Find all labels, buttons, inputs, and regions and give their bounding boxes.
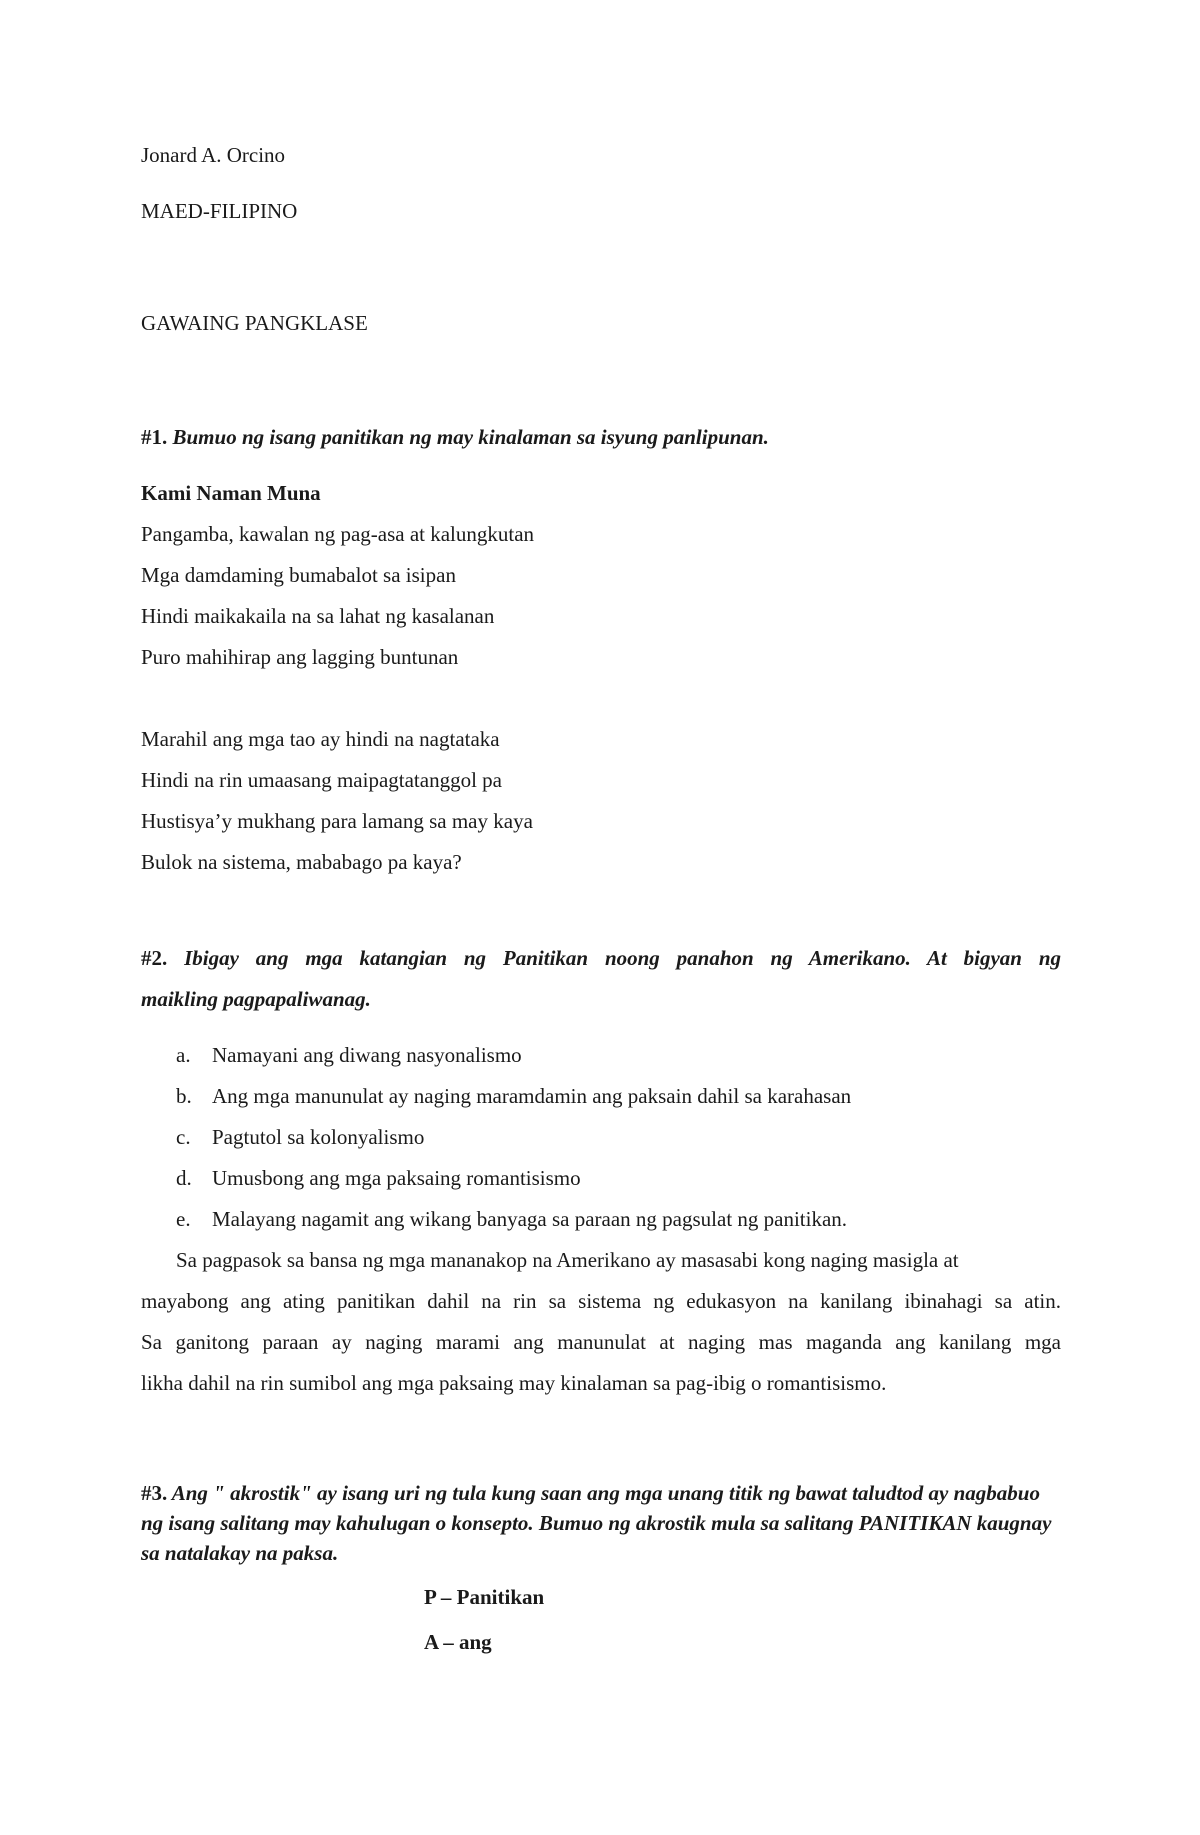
poem-title: Kami Naman Muna <box>141 481 321 505</box>
q1-number: #1. <box>141 425 168 449</box>
explanation-line: mayabong ang ating panitikan dahil na rin sa sistema ng edukasyon na kanilang ibinahagi sa atin. <box>141 1289 1061 1313</box>
q1-prompt-text: Bumuo ng isang panitikan ng may kinalaman sa isyung panlipunan. <box>172 425 769 449</box>
q1-prompt <box>141 424 769 451</box>
q3-prompt-text: Ang " akrostik" ay isang uri ng tula kung saan ang mga unang titik ng bawat taludtod ay nagbabuo ng isang salitang may kahulugan o konsepto. Bumuo ng akrostik mula sa salitang PANITIKAN kaugnay sa natalakay na paksa. <box>141 1481 1052 1565</box>
poem-line: Marahil ang mga tao ay hindi na nagtataka <box>141 727 500 751</box>
q2-prompt-line2: maikling pagpapaliwanag. <box>141 987 371 1011</box>
poem-line: Hindi na rin umaasang maipagtatanggol pa <box>141 768 502 792</box>
list-item: Umusbong ang mga paksaing romantisismo <box>212 1166 581 1190</box>
list-item: Malayang nagamit ang wikang banyaga sa paraan ng pagsulat ng panitikan. <box>212 1207 848 1231</box>
poem-line: Hindi maikakaila na sa lahat ng kasalanan <box>141 604 495 628</box>
list-item-marker: e. <box>176 1207 191 1231</box>
q3-prompt <box>141 1478 1061 1568</box>
poem-line: Hustisya’y mukhang para lamang sa may kaya <box>141 809 533 833</box>
list-item-marker: d. <box>176 1166 192 1190</box>
q3-number: #3. <box>141 1481 168 1505</box>
acrostic-line: A – ang <box>424 1630 492 1654</box>
author-name: Jonard A. Orcino <box>141 143 286 167</box>
acrostic-line: P – Panitikan <box>424 1585 545 1609</box>
explanation-line: likha dahil na rin sumibol ang mga paksaing may kinalaman sa pag-ibig o romantisismo. <box>141 1371 887 1395</box>
q2-number: #2. <box>141 946 168 970</box>
list-item: Namayani ang diwang nasyonalismo <box>212 1043 522 1067</box>
list-item: Ang mga manunulat ay naging maramdamin ang paksain dahil sa karahasan <box>212 1084 852 1108</box>
poem-line: Pangamba, kawalan ng pag-asa at kalungkutan <box>141 522 535 546</box>
q2-prompt-text: Ibigay ang mga katangian ng Panitikan noong panahon ng Amerikano. At bigyan ng <box>184 946 1061 970</box>
page-title: GAWAING PANGKLASE <box>141 311 368 335</box>
explanation-line: Sa ganitong paraan ay naging marami ang manunulat at naging mas maganda ang kanilang mga <box>141 1330 1061 1354</box>
explanation-line: Sa pagpasok sa bansa ng mga mananakop na Amerikano ay masasabi kong naging masigla at <box>176 1248 959 1272</box>
poem-line: Bulok na sistema, mababago pa kaya? <box>141 850 462 874</box>
list-item: Pagtutol sa kolonyalismo <box>212 1125 425 1149</box>
poem-line: Puro mahihirap ang lagging buntunan <box>141 645 459 669</box>
poem-line: Mga damdaming bumabalot sa isipan <box>141 563 456 587</box>
list-item-marker: b. <box>176 1084 192 1108</box>
list-item-marker: c. <box>176 1125 191 1149</box>
list-item-marker: a. <box>176 1043 191 1067</box>
program-label: MAED-FILIPINO <box>141 199 298 223</box>
q2-prompt-line1 <box>141 945 1061 972</box>
